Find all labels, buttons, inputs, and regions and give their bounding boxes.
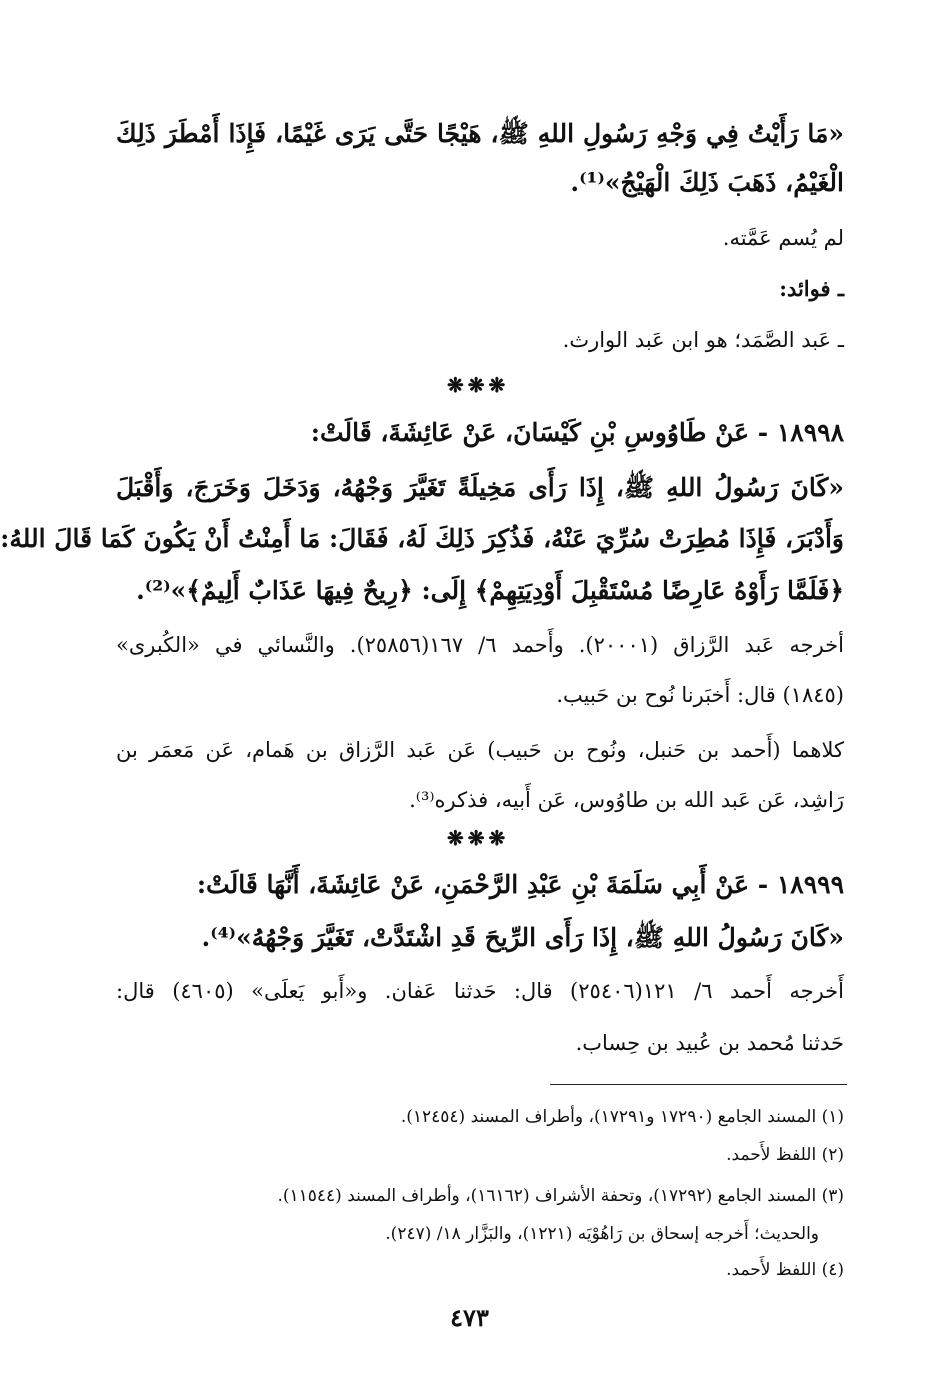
- footnote: (٣) المسند الجامع (١٧٢٩٢)، وتحفة الأشراف (١٦١٦٢)، وأطراف المسند (١١٥٤٤).: [277, 1186, 844, 1206]
- hadith-text-line: الْغَيْمُ، ذَهَبَ ذَلِكَ الْهَيْجُ»⁽¹⁾.: [570, 168, 844, 197]
- hadith-heading: ١٨٩٩٩ - عَنْ أَبِي سَلَمَةَ بْنِ عَبْدِ الرَّحْمَنِ، عَنْ عَائِشَةَ، أَنَّهَا قَالَتْ:: [196, 870, 844, 899]
- footnote: (٤) اللفظ لأَحمد.: [726, 1260, 844, 1280]
- takhrij-line: (١٨٤٥) قال: أَخبَرنا نُوح بن حَبيب.: [556, 683, 844, 707]
- footnote: (٢) اللفظ لأَحمد.: [726, 1145, 844, 1165]
- takhrij-line: حَدثنا مُحمد بن عُبيد بن حِساب.: [575, 1031, 844, 1055]
- hadith-text-line: «كَانَ رَسُولُ اللهِ ﷺ، إِذَا رَأَى الرِّيحَ قَدِ اشْتَدَّتْ، تَغَيَّرَ وَجْهُهُ»⁽⁴⁾.: [201, 923, 844, 952]
- section-separator: ❋❋❋: [447, 826, 510, 850]
- quran-verse-line: ﴿فَلَمَّا رَأَوْهُ عَارِضًا مُسْتَقْبِلَ أَوْدِيَتِهِمْ﴾ إِلَى: ﴿رِيحٌ فِيهَا عَذَابٌ أَلِيمٌ﴾»⁽²⁾.: [136, 576, 844, 605]
- hadith-text-line: «مَا رَأَيْتُ فِي وَجْهِ رَسُولِ اللهِ ﷺ، هَيْجًا حَتَّى يَرَى غَيْمًا، فَإِذَا أَمْطَرَ ذَلِكَ: [116, 119, 844, 148]
- section-separator: ❋❋❋: [447, 373, 510, 397]
- takhrij-line: كلاهما (أَحمد بن حَنبل، ونُوح بن حَبيب) عَن عَبد الرَّزاق بن هَمام، عَن مَعمَر بن: [116, 738, 844, 762]
- note-line: ـ عَبد الصَّمَد؛ هو ابن عَبد الوارث.: [562, 328, 844, 352]
- footnote-divider: [550, 1084, 847, 1085]
- page-number: ٤٧٣: [450, 1303, 489, 1332]
- footnote: (١) المسند الجامع (١٧٢٩٠ و١٧٢٩١)، وأطراف المسند (١٢٤٥٤).: [400, 1107, 844, 1127]
- takhrij-line: أخرجه عَبد الرَّزاق (٢٠٠٠١). وأَحمد ٦/ ١٦٧(٢٥٨٥٦). والنَّسائي في «الكُبرى»: [116, 633, 845, 657]
- footnote-continuation: والحديث؛ أَخرجه إسحاق بن رَاهُوْيَه (١٢٢١)، والبَزَّار ١٨/ (٢٤٧).: [385, 1224, 819, 1244]
- takhrij-line: أَخرجه أَحمد ٦/ ١٢١(٢٥٤٠٦) قال: حَدثنا عَفان. و«أَبو يَعلَى» (٤٦٠٥) قال:: [116, 979, 844, 1003]
- hadith-text-line: «كَانَ رَسُولُ اللهِ ﷺ، إِذَا رَأَى مَخِيلَةً تَغَيَّرَ وَجْهُهُ، وَدَخَلَ وَخَرَجَ، وَأَقْبَلَ: [116, 473, 844, 502]
- hadith-text-line: وَأَدْبَرَ، فَإِذَا مُطِرَتْ سُرِّيَ عَنْهُ، فَذُكِرَ ذَلِكَ لَهُ، فَقَالَ: مَا أَمِنْتُ أَنْ يَكُونَ كَمَا قَالَ اللهُ:: [0, 524, 844, 553]
- hadith-heading: ١٨٩٩٨ - عَنْ طَاوُوسِ بْنِ كَيْسَانَ، عَنْ عَائِشَةَ، قَالَتْ:: [310, 418, 844, 447]
- takhrij-line: رَاشِد، عَن عَبد الله بن طاوُوس، عَن أَبيه، فذكره⁽³⁾.: [409, 788, 844, 812]
- benefits-heading: ـ فوائد:: [779, 276, 844, 301]
- note-line: لم يُسم عَمَّته.: [722, 226, 844, 250]
